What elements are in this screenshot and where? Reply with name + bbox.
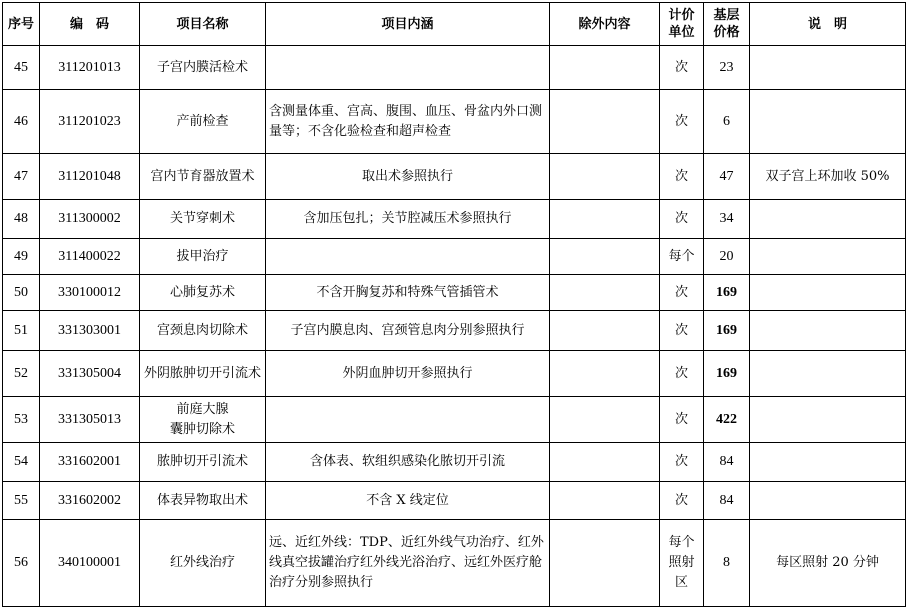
content-cell: 含测量体重、宫高、腹围、血压、骨盆内外口测量等；不含化验检查和超声检查 [266,90,550,154]
exclusions-cell [550,90,660,154]
table-row [3,275,906,311]
exclusions-cell [550,311,660,351]
unit-cell: 次 [660,46,704,90]
exclusions-cell [550,200,660,239]
note-cell [750,90,906,154]
header-code: 编 码 [40,3,140,46]
code-cell: 331303001 [40,311,140,351]
price-cell: 422 [704,397,750,443]
code-cell: 331602002 [40,482,140,520]
content-cell: 外阴血肿切开参照执行 [266,351,550,397]
seq-cell: 51 [3,311,40,351]
code-cell: 330100012 [40,275,140,311]
name-cell: 宫颈息肉切除术 [140,311,266,351]
note-cell [750,46,906,90]
price-cell: 47 [704,154,750,200]
note-cell [750,239,906,275]
note-cell [750,397,906,443]
content-cell [266,46,550,90]
price-cell: 169 [704,311,750,351]
content-cell [266,239,550,275]
name-cell: 外阴脓肿切开引流术 [140,351,266,397]
price-cell: 8 [704,520,750,607]
exclusions-cell [550,482,660,520]
name-cell: 体表异物取出术 [140,482,266,520]
price-cell: 169 [704,351,750,397]
note-cell: 每区照射 20 分钟 [750,520,906,607]
exclusions-cell [550,46,660,90]
exclusions-cell [550,443,660,482]
note-cell [750,200,906,239]
seq-cell: 49 [3,239,40,275]
note-cell: 双子宫上环加收 50% [750,154,906,200]
table-row [3,90,906,154]
exclusions-cell [550,397,660,443]
header-price: 基层 价格 [704,3,750,46]
seq-cell: 50 [3,275,40,311]
header-row [3,3,906,46]
seq-cell: 53 [3,397,40,443]
name-cell: 宫内节育器放置术 [140,154,266,200]
seq-cell: 56 [3,520,40,607]
table-row [3,443,906,482]
exclusions-cell [550,275,660,311]
header-note: 说 明 [750,3,906,46]
name-cell: 拔甲治疗 [140,239,266,275]
unit-cell: 次 [660,351,704,397]
unit-cell: 次 [660,397,704,443]
note-cell [750,482,906,520]
seq-cell: 47 [3,154,40,200]
table-row [3,200,906,239]
price-cell: 23 [704,46,750,90]
table-row [3,482,906,520]
code-cell: 331305013 [40,397,140,443]
unit-cell: 次 [660,200,704,239]
header-unit: 计价 单位 [660,3,704,46]
name-cell: 前庭大腺 囊肿切除术 [140,397,266,443]
content-cell: 远、近红外线：TDP、近红外线气功治疗、红外线真空拔罐治疗红外线光浴治疗、远红外医疗舱治疗分别参照执行 [266,520,550,607]
seq-cell: 54 [3,443,40,482]
code-cell: 340100001 [40,520,140,607]
price-cell: 169 [704,275,750,311]
name-cell: 红外线治疗 [140,520,266,607]
header-exclusions: 除外内容 [550,3,660,46]
name-cell: 脓肿切开引流术 [140,443,266,482]
note-cell [750,275,906,311]
table-row [3,351,906,397]
price-cell: 34 [704,200,750,239]
unit-cell: 次 [660,275,704,311]
header-seq: 序号 [3,3,40,46]
unit-cell: 每个 [660,239,704,275]
price-cell: 84 [704,482,750,520]
exclusions-cell [550,351,660,397]
unit-cell: 每个 照射区 [660,520,704,607]
content-cell: 含加压包扎；关节腔减压术参照执行 [266,200,550,239]
code-cell: 311300002 [40,200,140,239]
unit-cell: 次 [660,90,704,154]
code-cell: 331602001 [40,443,140,482]
price-cell: 84 [704,443,750,482]
seq-cell: 52 [3,351,40,397]
name-cell: 关节穿刺术 [140,200,266,239]
content-cell [266,397,550,443]
table-row [3,520,906,607]
exclusions-cell [550,520,660,607]
table-row [3,311,906,351]
table-row [3,46,906,90]
code-cell: 311201048 [40,154,140,200]
content-cell: 不含 X 线定位 [266,482,550,520]
code-cell: 311400022 [40,239,140,275]
exclusions-cell [550,239,660,275]
content-cell: 不含开胸复苏和特殊气管插管术 [266,275,550,311]
note-cell [750,311,906,351]
code-cell: 311201013 [40,46,140,90]
name-cell: 产前检查 [140,90,266,154]
unit-cell: 次 [660,311,704,351]
note-cell [750,443,906,482]
seq-cell: 45 [3,46,40,90]
name-cell: 心肺复苏术 [140,275,266,311]
table-row [3,154,906,200]
seq-cell: 55 [3,482,40,520]
price-cell: 20 [704,239,750,275]
content-cell: 取出术参照执行 [266,154,550,200]
note-cell [750,351,906,397]
header-content: 项目内涵 [266,3,550,46]
unit-cell: 次 [660,443,704,482]
header-name: 项目名称 [140,3,266,46]
seq-cell: 46 [3,90,40,154]
unit-cell: 次 [660,482,704,520]
content-cell: 子宫内膜息肉、宫颈管息肉分别参照执行 [266,311,550,351]
unit-cell: 次 [660,154,704,200]
exclusions-cell [550,154,660,200]
price-cell: 6 [704,90,750,154]
table-row [3,239,906,275]
seq-cell: 48 [3,200,40,239]
price-table [2,2,906,607]
code-cell: 331305004 [40,351,140,397]
name-cell: 子宫内膜活检术 [140,46,266,90]
table-row [3,397,906,443]
content-cell: 含体表、软组织感染化脓切开引流 [266,443,550,482]
code-cell: 311201023 [40,90,140,154]
